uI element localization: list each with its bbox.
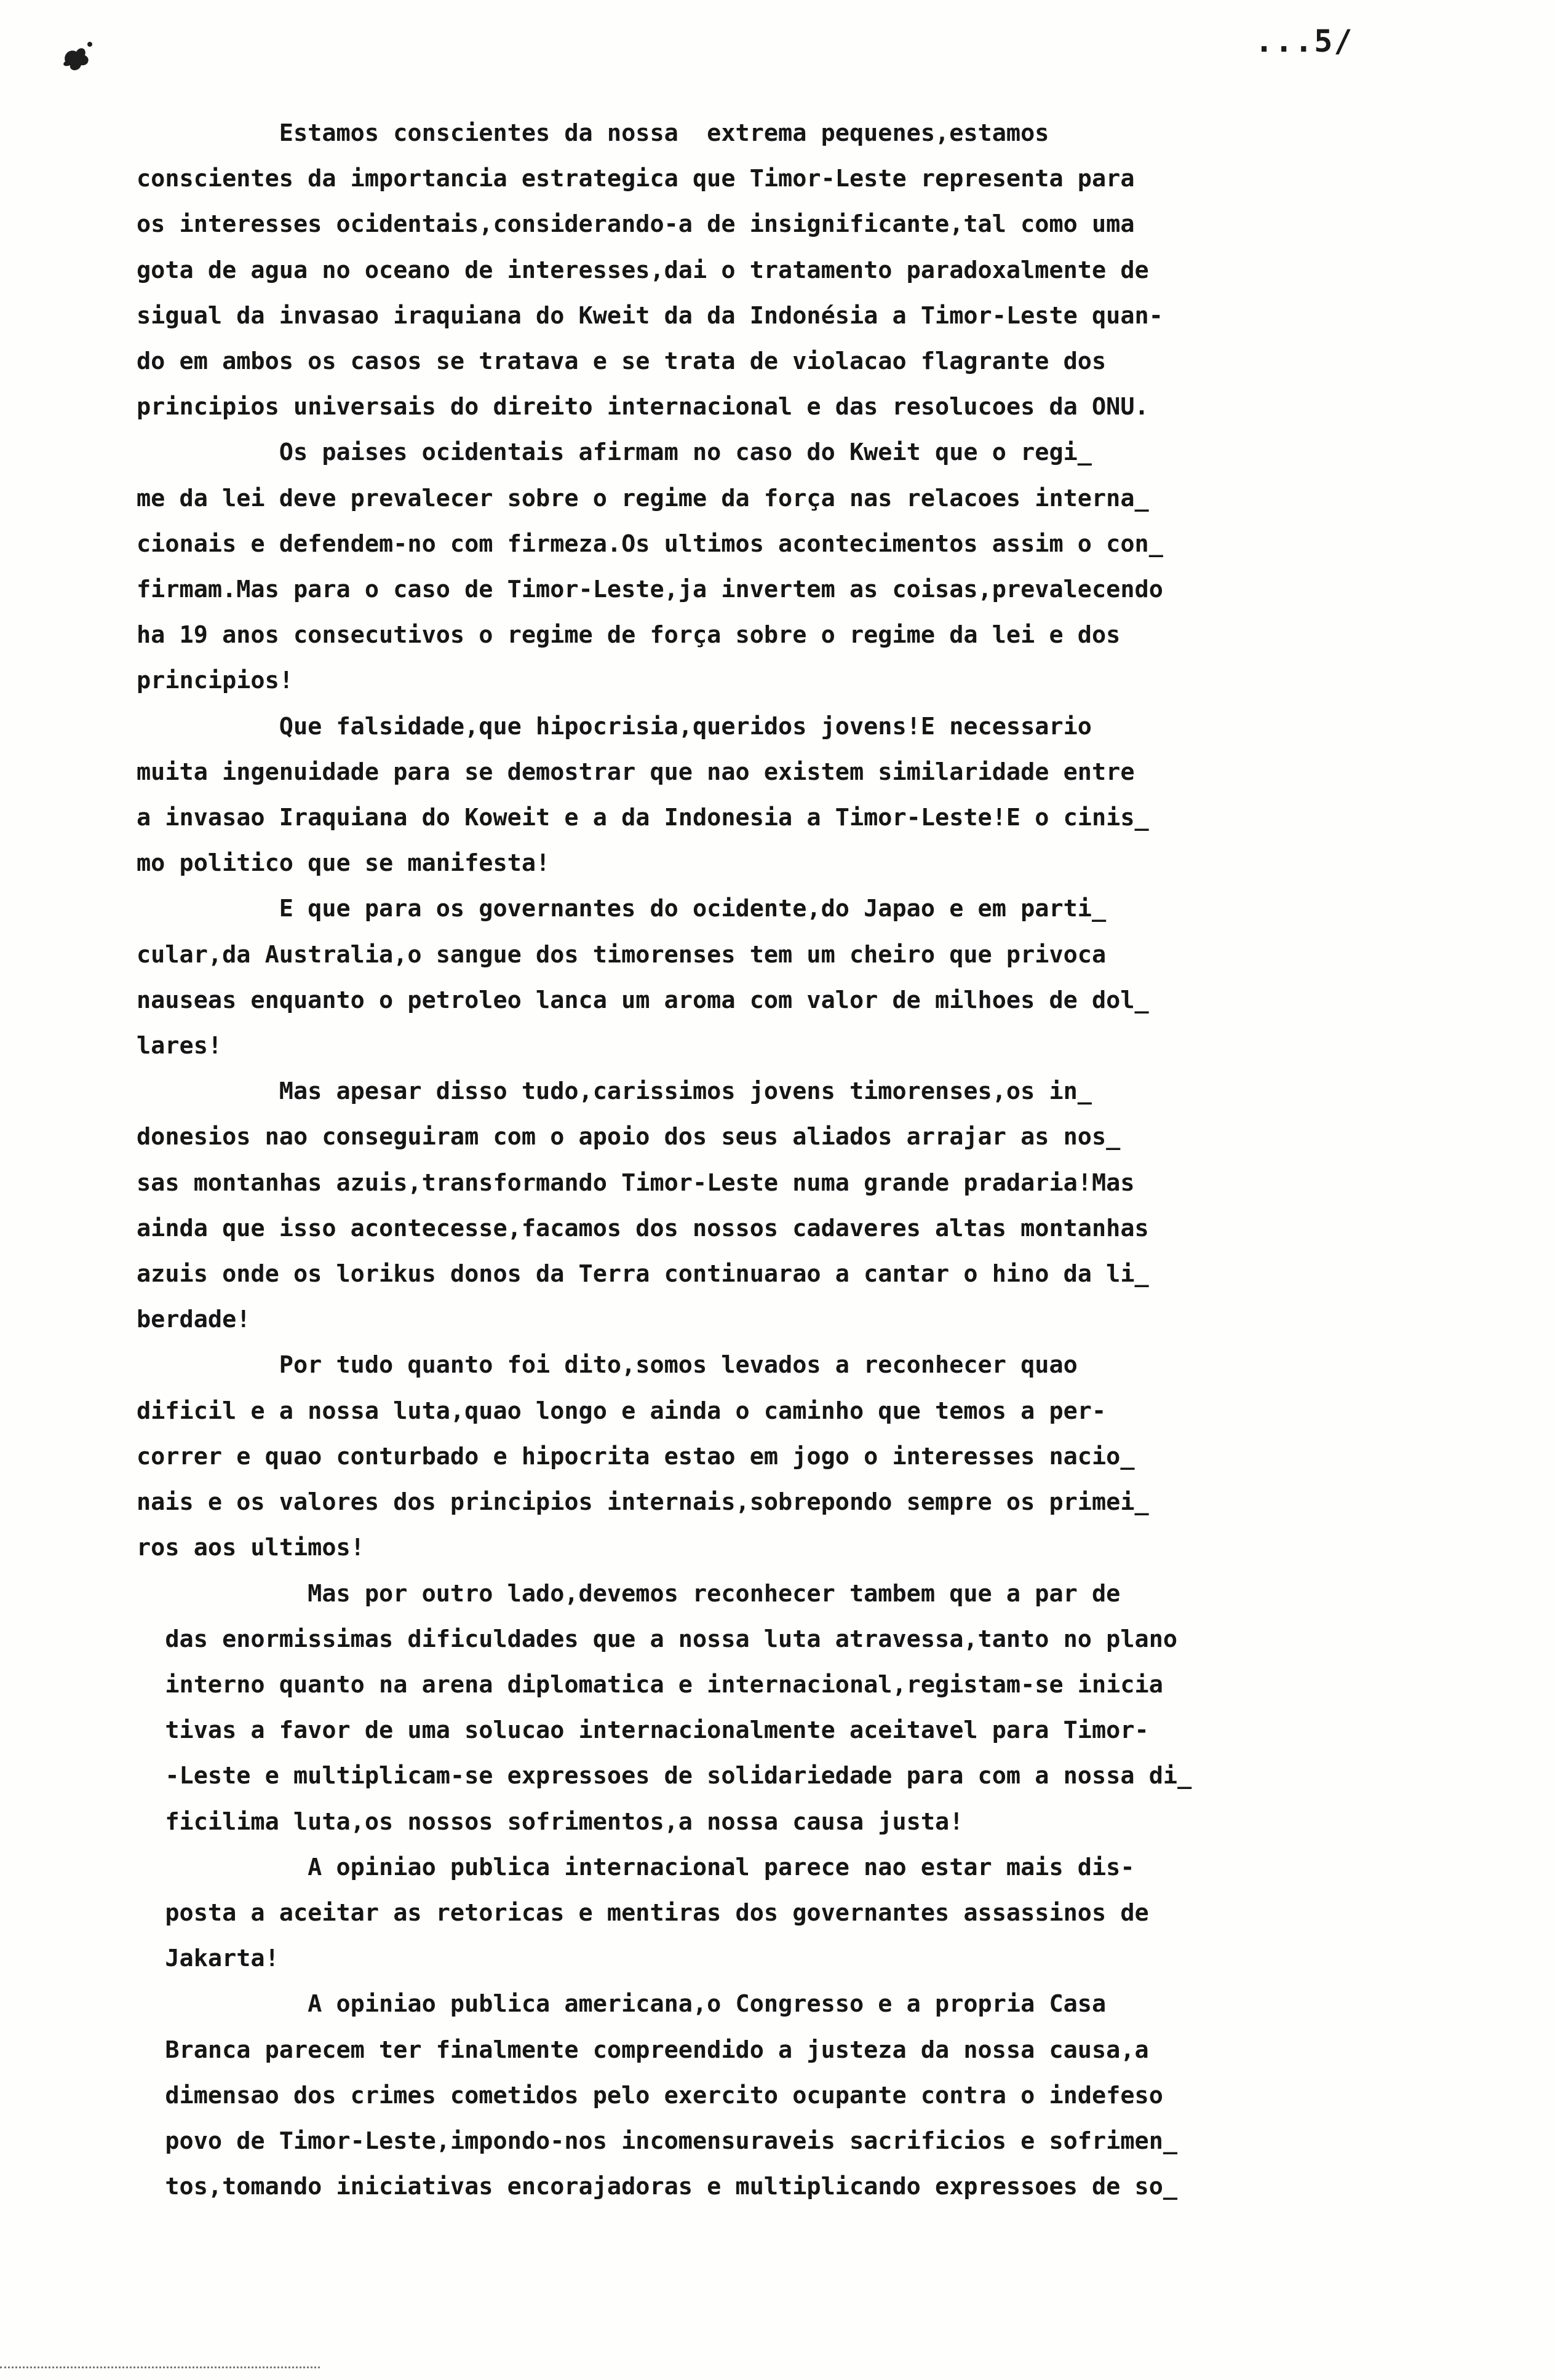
text-line: ainda que isso acontecesse,facamos dos nossos cadaveres altas montanhas	[137, 1214, 1149, 1242]
paragraph-1	[137, 111, 1514, 430]
text-line: dimensao dos crimes cometidos pelo exercito ocupante contra o indefeso	[137, 2081, 1163, 2109]
text-line: muita ingenuidade para se demostrar que nao existem similaridade entre	[137, 758, 1135, 786]
text-line: cular,da Australia,o sangue dos timorenses tem um cheiro que privoca	[137, 940, 1107, 969]
text-line: donesios nao conseguiram com o apoio dos seus aliados arrajar as nos_	[137, 1123, 1121, 1151]
text-line: me da lei deve prevalecer sobre o regime da força nas relacoes interna_	[137, 484, 1149, 512]
text-line: berdade!	[137, 1306, 251, 1334]
text-line: os interesses ocidentais,considerando-a de insignificante,tal como uma	[137, 210, 1135, 239]
text-line: correr e quao conturbado e hipocrita estao em jogo o interesses nacio_	[137, 1442, 1135, 1470]
text-line: E que para os governantes do ocidente,do Japao e em parti_	[137, 895, 1107, 923]
text-line: sigual da invasao iraquiana do Kweit da da Indonésia a Timor-Leste quan-	[137, 301, 1163, 330]
text-line: a invasao Iraquiana do Koweit e a da Indonesia a Timor-Leste!E o cinis_	[137, 804, 1149, 832]
paragraph-7	[137, 1571, 1514, 1845]
paragraph-2	[137, 430, 1514, 704]
text-line: -Leste e multiplicam-se expressoes de solidariedade para com a nossa di_	[137, 1762, 1192, 1790]
page-number: ...5/	[1255, 23, 1354, 59]
text-line: A opiniao publica americana,o Congresso e a propria Casa	[137, 1990, 1107, 2018]
text-line: das enormissimas dificuldades que a nossa luta atravessa,tanto no plano	[137, 1625, 1178, 1653]
text-line: firmam.Mas para o caso de Timor-Leste,ja invertem as coisas,prevalecendo	[137, 576, 1163, 604]
text-line: Mas apesar disso tudo,carissimos jovens timorenses,os in_	[137, 1077, 1092, 1106]
text-line: Os paises ocidentais afirmam no caso do Kweit que o regi_	[137, 438, 1092, 467]
text-line: Estamos conscientes da nossa extrema pequenes,estamos	[137, 119, 1049, 147]
text-line: lares!	[137, 1032, 223, 1060]
text-line: Branca parecem ter finalmente compreendido a justeza da nossa causa,a	[137, 2036, 1149, 2064]
document-body	[137, 111, 1514, 2210]
text-line: ros aos ultimos!	[137, 1534, 365, 1562]
text-line: do em ambos os casos se tratava e se trata de violacao flagrante dos	[137, 347, 1107, 376]
paragraph-8	[137, 1845, 1514, 1982]
text-line: mo politico que se manifesta!	[137, 849, 551, 878]
text-line: ha 19 anos consecutivos o regime de força sobre o regime da lei e dos	[137, 621, 1121, 649]
text-line: sas montanhas azuis,transformando Timor-Leste numa grande pradaria!Mas	[137, 1168, 1135, 1197]
paragraph-6	[137, 1343, 1514, 1571]
text-line: principios!	[137, 667, 293, 695]
text-line: tos,tomando iniciativas encorajadoras e multiplicando expressoes de so_	[137, 2173, 1178, 2201]
text-line: interno quanto na arena diplomatica e internacional,registam-se inicia	[137, 1670, 1163, 1699]
paragraph-4	[137, 886, 1514, 1069]
text-line: nauseas enquanto o petroleo lanca um aroma com valor de milhoes de dol_	[137, 986, 1149, 1014]
text-line: Jakarta!	[137, 1945, 279, 1973]
text-line: Por tudo quanto foi dito,somos levados a reconhecer quao	[137, 1351, 1078, 1379]
text-line: povo de Timor-Leste,impondo-nos incomensuraveis sacrificios e sofrimen_	[137, 2127, 1178, 2155]
text-line: Mas por outro lado,devemos reconhecer tambem que a par de	[137, 1579, 1121, 1608]
text-line: Que falsidade,que hipocrisia,queridos jovens!E necessario	[137, 712, 1092, 740]
text-line: A opiniao publica internacional parece nao estar mais dis-	[137, 1853, 1135, 1881]
text-line: cionais e defendem-no com firmeza.Os ultimos acontecimentos assim o con_	[137, 530, 1163, 558]
text-line: posta a aceitar as retoricas e mentiras dos governantes assassinos de	[137, 1898, 1149, 1927]
paragraph-3	[137, 704, 1514, 887]
text-line: tivas a favor de uma solucao internacionalmente aceitavel para Timor-	[137, 1716, 1149, 1745]
text-line: gota de agua no oceano de interesses,dai o tratamento paradoxalmente de	[137, 256, 1149, 284]
text-line: azuis onde os lorikus donos da Terra continuarao a cantar o hino da li_	[137, 1260, 1149, 1288]
text-line: nais e os valores dos principios internais,sobrepondo sempre os primei_	[137, 1488, 1149, 1517]
paragraph-9	[137, 1981, 1514, 2210]
paragraph-5	[137, 1069, 1514, 1343]
text-line: dificil e a nossa luta,quao longo e ainda o caminho que temos a per-	[137, 1397, 1107, 1425]
ink-blot-mark	[57, 37, 100, 80]
text-line: conscientes da importancia estrategica que Timor-Leste representa para	[137, 165, 1135, 193]
text-line: principios universais do direito internacional e das resolucoes da ONU.	[137, 393, 1149, 421]
text-line: ficilima luta,os nossos sofrimentos,a nossa causa justa!	[137, 1807, 964, 1836]
page-bottom-edge	[0, 2366, 320, 2368]
